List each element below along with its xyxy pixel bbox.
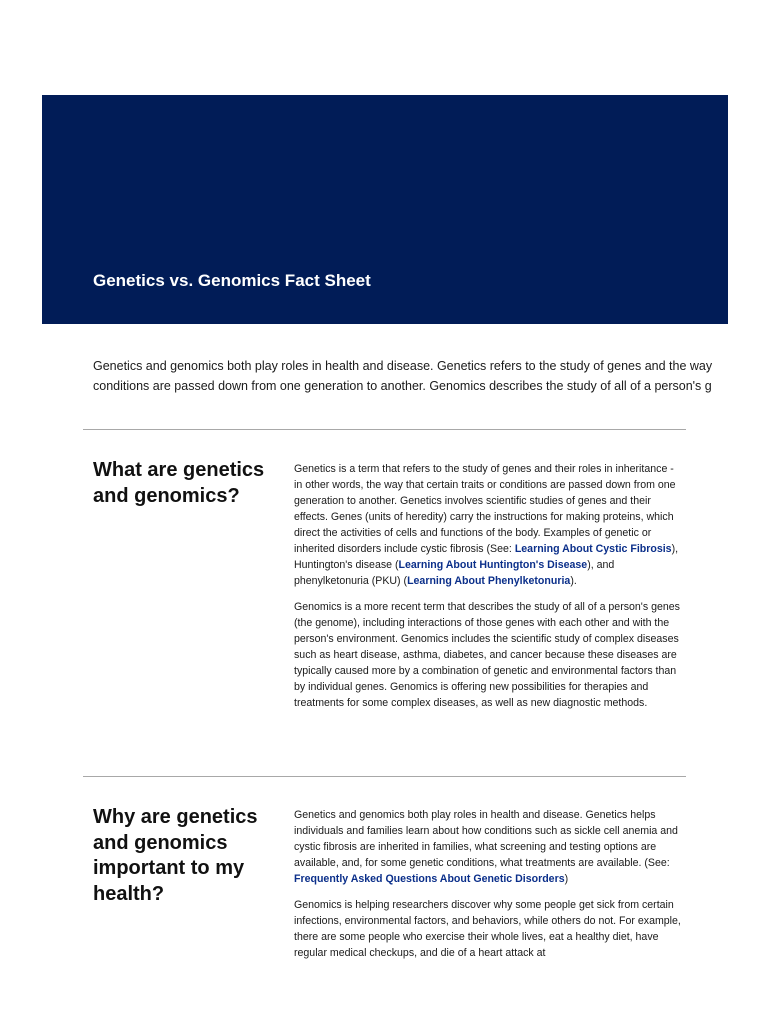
intro-paragraph xyxy=(93,356,768,396)
paragraph-text: ) xyxy=(564,873,569,885)
intro-line-1: Genetics and genomics both play roles in health and disease. Genetics refers to the study of genes and the way xyxy=(93,359,713,373)
paragraph-genomics: Genomics is a more recent term that describes the study of all of a person's genes (the genome), including interactions of those genes with each other and with the person's environment. Genomics includes the scientific study of complex diseases such as heart disease, asthma, diabetes, and cancer because these diseases are typically caused more by a combination of genetic and environmental factors than by individual genes. Genomics is offering new possibilities for therapies and treatments for some complex diseases, as well as new diagnostic methods. xyxy=(294,601,680,709)
section-heading-what: What are genetics and genomics? xyxy=(93,459,265,507)
paragraph-genetics-health xyxy=(294,807,682,887)
page-title: Genetics vs. Genomics Fact Sheet xyxy=(93,271,371,290)
section-heading-why: Why are genetics and genomics important to my health? xyxy=(93,806,258,905)
paragraph-text: ), and phenylketonuria (PKU) ( xyxy=(294,559,615,587)
link-faq-genetic-disorders[interactable]: Frequently Asked Questions About Genetic Disorders xyxy=(294,873,565,885)
paragraph-text: Genetics and genomics both play roles in health and disease. Genetics helps individuals and families learn about how conditions such as sickle cell anemia and cystic fibrosis are inherited in families, what screening and testing options are available, and, for some genetic conditions, what treatments are available. (See: xyxy=(294,809,678,869)
section-body-what xyxy=(294,461,682,721)
section-body-why xyxy=(294,807,682,971)
header-banner xyxy=(42,95,728,324)
paragraph-text: ), Huntington's disease ( xyxy=(294,543,679,571)
link-cystic-fibrosis[interactable]: Learning About Cystic Fibrosis xyxy=(514,543,672,555)
section-divider xyxy=(83,776,686,777)
paragraph-text: ). xyxy=(570,575,577,587)
paragraph-genomics-health: Genomics is helping researchers discover why some people get sick from certain infections, environmental factors, and behaviors, while others do not. For example, there are some people who exercise their whole lives, eat a healthy diet, have regular medical checkups, and die of a heart attack at xyxy=(294,899,681,959)
link-huntingtons-disease[interactable]: Learning About Huntington's Disease xyxy=(398,559,588,571)
intro-line-2: conditions are passed down from one generation to another. Genomics describes the study of all of a person's g xyxy=(93,379,712,393)
paragraph-text: Genetics is a term that refers to the study of genes and their roles in inheritance - in other words, the way that certain traits or conditions are passed down from one generation to another. Genetics involves scientific studies of genes and their effects. Genes (units of heredity) carry the instructions for making proteins, which direct the activities of cells and functions of the body. Examples of genetic or inherited disorders include cystic fibrosis (See: xyxy=(294,463,676,555)
link-phenylketonuria[interactable]: Learning About Phenylketonuria xyxy=(407,575,571,587)
paragraph-genetics xyxy=(294,461,682,589)
section-divider xyxy=(83,429,686,430)
